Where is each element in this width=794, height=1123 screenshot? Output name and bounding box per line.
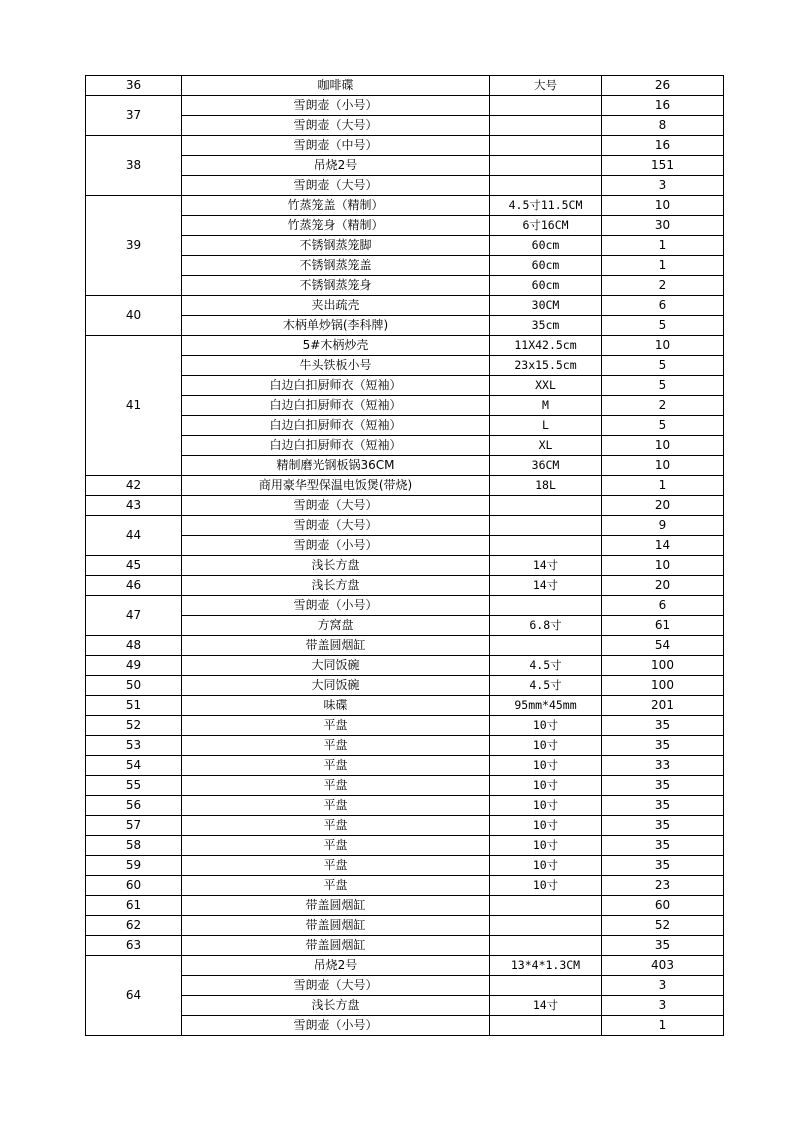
item-spec-cell [490, 496, 602, 516]
item-qty-cell: 16 [602, 136, 724, 156]
item-spec-cell: 10寸 [490, 876, 602, 896]
item-spec-cell [490, 636, 602, 656]
item-name-cell: 夹出疏壳 [182, 296, 490, 316]
item-name-cell: 雪朗壶（小号） [182, 96, 490, 116]
table-row [86, 596, 724, 616]
item-qty-cell: 35 [602, 736, 724, 756]
table-row [86, 1016, 724, 1036]
item-name-cell: 平盘 [182, 876, 490, 896]
item-name-cell: 竹蒸笼身（精制） [182, 216, 490, 236]
item-name-cell: 白边白扣厨师衣（短袖） [182, 416, 490, 436]
item-qty-cell: 20 [602, 576, 724, 596]
table-row [86, 456, 724, 476]
item-qty-cell: 10 [602, 436, 724, 456]
item-spec-cell [490, 536, 602, 556]
table-row [86, 116, 724, 136]
item-spec-cell: 10寸 [490, 716, 602, 736]
item-spec-cell: 6寸16CM [490, 216, 602, 236]
item-name-cell: 雪朗壶（大号） [182, 976, 490, 996]
table-row [86, 516, 724, 536]
item-qty-cell: 60 [602, 896, 724, 916]
table-row [86, 276, 724, 296]
table-row [86, 356, 724, 376]
item-number-cell: 52 [86, 716, 182, 736]
table-row [86, 436, 724, 456]
item-spec-cell [490, 516, 602, 536]
item-spec-cell: 35cm [490, 316, 602, 336]
item-qty-cell: 35 [602, 936, 724, 956]
table-row [86, 576, 724, 596]
item-number-cell: 63 [86, 936, 182, 956]
item-name-cell: 木柄单炒锅(李科牌) [182, 316, 490, 336]
item-qty-cell: 8 [602, 116, 724, 136]
item-name-cell: 味碟 [182, 696, 490, 716]
item-spec-cell: 4.5寸 [490, 656, 602, 676]
item-name-cell: 带盖圆烟缸 [182, 636, 490, 656]
item-spec-cell: 10寸 [490, 796, 602, 816]
item-spec-cell [490, 96, 602, 116]
table-row [86, 336, 724, 356]
item-number-cell: 43 [86, 496, 182, 516]
item-spec-cell: 14寸 [490, 996, 602, 1016]
item-name-cell: 大同饭碗 [182, 676, 490, 696]
item-name-cell: 吊烧2号 [182, 156, 490, 176]
table-row [86, 396, 724, 416]
item-name-cell: 雪朗壶（中号） [182, 136, 490, 156]
item-spec-cell: XL [490, 436, 602, 456]
table-row [86, 196, 724, 216]
item-qty-cell: 2 [602, 276, 724, 296]
item-name-cell: 5#木柄炒壳 [182, 336, 490, 356]
item-name-cell: 平盘 [182, 756, 490, 776]
item-name-cell: 大同饭碗 [182, 656, 490, 676]
item-number-cell: 36 [86, 76, 182, 96]
table-row [86, 876, 724, 896]
table-row [86, 676, 724, 696]
item-name-cell: 平盘 [182, 776, 490, 796]
item-number-cell: 61 [86, 896, 182, 916]
table-row [86, 156, 724, 176]
item-number-cell: 53 [86, 736, 182, 756]
item-name-cell: 带盖圆烟缸 [182, 916, 490, 936]
item-name-cell: 雪朗壶（大号） [182, 516, 490, 536]
item-name-cell: 雪朗壶（大号） [182, 116, 490, 136]
table-row [86, 776, 724, 796]
item-number-cell: 51 [86, 696, 182, 716]
table-row [86, 76, 724, 96]
item-qty-cell: 23 [602, 876, 724, 896]
item-name-cell: 平盘 [182, 836, 490, 856]
item-number-cell: 40 [86, 296, 182, 336]
table-row [86, 476, 724, 496]
item-spec-cell [490, 116, 602, 136]
item-name-cell: 白边白扣厨师衣（短袖） [182, 376, 490, 396]
table-row [86, 136, 724, 156]
item-qty-cell: 3 [602, 996, 724, 1016]
table-row [86, 756, 724, 776]
table-row [86, 656, 724, 676]
table-row [86, 796, 724, 816]
item-name-cell: 雪朗壶（小号） [182, 596, 490, 616]
item-qty-cell: 403 [602, 956, 724, 976]
table-row [86, 996, 724, 1016]
table-row [86, 896, 724, 916]
item-name-cell: 带盖圆烟缸 [182, 896, 490, 916]
item-qty-cell: 35 [602, 856, 724, 876]
item-number-cell: 49 [86, 656, 182, 676]
item-spec-cell: 60cm [490, 276, 602, 296]
item-number-cell: 57 [86, 816, 182, 836]
item-number-cell: 58 [86, 836, 182, 856]
table-row [86, 936, 724, 956]
item-number-cell: 56 [86, 796, 182, 816]
item-qty-cell: 20 [602, 496, 724, 516]
item-number-cell: 44 [86, 516, 182, 556]
item-spec-cell [490, 976, 602, 996]
table-row [86, 976, 724, 996]
item-qty-cell: 1 [602, 236, 724, 256]
item-qty-cell: 1 [602, 256, 724, 276]
item-number-cell: 54 [86, 756, 182, 776]
item-qty-cell: 3 [602, 976, 724, 996]
item-name-cell: 竹蒸笼盖（精制） [182, 196, 490, 216]
item-qty-cell: 100 [602, 676, 724, 696]
item-number-cell: 46 [86, 576, 182, 596]
item-name-cell: 雪朗壶（小号） [182, 1016, 490, 1036]
item-qty-cell: 61 [602, 616, 724, 636]
table-row [86, 176, 724, 196]
table-row [86, 216, 724, 236]
item-qty-cell: 5 [602, 356, 724, 376]
item-name-cell: 雪朗壶（小号） [182, 536, 490, 556]
table-row [86, 556, 724, 576]
item-name-cell: 浅长方盘 [182, 576, 490, 596]
item-spec-cell [490, 176, 602, 196]
item-qty-cell: 6 [602, 296, 724, 316]
item-number-cell: 59 [86, 856, 182, 876]
item-qty-cell: 1 [602, 1016, 724, 1036]
item-spec-cell [490, 136, 602, 156]
item-spec-cell: 11X42.5cm [490, 336, 602, 356]
item-name-cell: 浅长方盘 [182, 996, 490, 1016]
table-row [86, 736, 724, 756]
table-row [86, 96, 724, 116]
item-number-cell: 42 [86, 476, 182, 496]
item-qty-cell: 52 [602, 916, 724, 936]
item-qty-cell: 35 [602, 776, 724, 796]
item-name-cell: 商用豪华型保温电饭煲(带烧) [182, 476, 490, 496]
item-qty-cell: 201 [602, 696, 724, 716]
item-spec-cell [490, 156, 602, 176]
item-spec-cell [490, 916, 602, 936]
item-spec-cell: 36CM [490, 456, 602, 476]
item-number-cell: 41 [86, 336, 182, 476]
item-spec-cell: 10寸 [490, 816, 602, 836]
item-qty-cell: 1 [602, 476, 724, 496]
item-spec-cell: 60cm [490, 236, 602, 256]
item-qty-cell: 3 [602, 176, 724, 196]
item-number-cell: 45 [86, 556, 182, 576]
table-row [86, 856, 724, 876]
item-spec-cell: 18L [490, 476, 602, 496]
table-row [86, 496, 724, 516]
item-qty-cell: 151 [602, 156, 724, 176]
item-name-cell: 雪朗壶（大号） [182, 176, 490, 196]
item-spec-cell: 4.5寸 [490, 676, 602, 696]
item-qty-cell: 16 [602, 96, 724, 116]
item-spec-cell [490, 1016, 602, 1036]
item-number-cell: 39 [86, 196, 182, 296]
item-qty-cell: 35 [602, 836, 724, 856]
item-qty-cell: 10 [602, 196, 724, 216]
item-spec-cell: 6.8寸 [490, 616, 602, 636]
table-row [86, 236, 724, 256]
table-row [86, 716, 724, 736]
item-spec-cell: 大号 [490, 76, 602, 96]
table-row [86, 256, 724, 276]
item-qty-cell: 2 [602, 396, 724, 416]
item-spec-cell: 10寸 [490, 856, 602, 876]
table-row [86, 916, 724, 936]
item-number-cell: 47 [86, 596, 182, 636]
item-qty-cell: 14 [602, 536, 724, 556]
item-number-cell: 55 [86, 776, 182, 796]
item-spec-cell: M [490, 396, 602, 416]
item-spec-cell: L [490, 416, 602, 436]
inventory-table [85, 75, 724, 1036]
item-name-cell: 白边白扣厨师衣（短袖） [182, 396, 490, 416]
table-row [86, 956, 724, 976]
item-number-cell: 64 [86, 956, 182, 1036]
item-spec-cell: 4.5寸11.5CM [490, 196, 602, 216]
item-qty-cell: 10 [602, 556, 724, 576]
item-spec-cell: 60cm [490, 256, 602, 276]
item-qty-cell: 100 [602, 656, 724, 676]
item-qty-cell: 54 [602, 636, 724, 656]
item-name-cell: 白边白扣厨师衣（短袖） [182, 436, 490, 456]
item-spec-cell: 10寸 [490, 776, 602, 796]
item-qty-cell: 33 [602, 756, 724, 776]
item-name-cell: 平盘 [182, 856, 490, 876]
item-name-cell: 吊烧2号 [182, 956, 490, 976]
item-number-cell: 62 [86, 916, 182, 936]
item-spec-cell: 10寸 [490, 836, 602, 856]
item-qty-cell: 6 [602, 596, 724, 616]
table-row [86, 836, 724, 856]
table-row [86, 616, 724, 636]
item-spec-cell: 30CM [490, 296, 602, 316]
table-row [86, 536, 724, 556]
item-name-cell: 平盘 [182, 736, 490, 756]
item-qty-cell: 5 [602, 316, 724, 336]
item-spec-cell: 14寸 [490, 576, 602, 596]
item-name-cell: 方窝盘 [182, 616, 490, 636]
item-name-cell: 牛头铁板小号 [182, 356, 490, 376]
item-number-cell: 48 [86, 636, 182, 656]
item-qty-cell: 5 [602, 416, 724, 436]
item-qty-cell: 35 [602, 796, 724, 816]
item-name-cell: 浅长方盘 [182, 556, 490, 576]
table-row [86, 296, 724, 316]
table-row [86, 316, 724, 336]
item-qty-cell: 35 [602, 816, 724, 836]
item-qty-cell: 10 [602, 456, 724, 476]
item-number-cell: 50 [86, 676, 182, 696]
item-name-cell: 平盘 [182, 816, 490, 836]
item-name-cell: 平盘 [182, 796, 490, 816]
item-qty-cell: 5 [602, 376, 724, 396]
table-row [86, 696, 724, 716]
item-name-cell: 带盖圆烟缸 [182, 936, 490, 956]
item-number-cell: 37 [86, 96, 182, 136]
item-name-cell: 精制磨光钢板锅36CM [182, 456, 490, 476]
item-name-cell: 不锈钢蒸笼盖 [182, 256, 490, 276]
item-name-cell: 不锈钢蒸笼身 [182, 276, 490, 296]
item-spec-cell: 95mm*45mm [490, 696, 602, 716]
item-spec-cell: XXL [490, 376, 602, 396]
item-qty-cell: 26 [602, 76, 724, 96]
item-spec-cell: 23x15.5cm [490, 356, 602, 376]
item-spec-cell: 13*4*1.3CM [490, 956, 602, 976]
item-name-cell: 雪朗壶（大号） [182, 496, 490, 516]
item-qty-cell: 9 [602, 516, 724, 536]
table-row [86, 636, 724, 656]
table-row [86, 376, 724, 396]
item-name-cell: 平盘 [182, 716, 490, 736]
item-name-cell: 咖啡碟 [182, 76, 490, 96]
item-qty-cell: 35 [602, 716, 724, 736]
item-spec-cell [490, 896, 602, 916]
item-name-cell: 不锈钢蒸笼脚 [182, 236, 490, 256]
item-qty-cell: 10 [602, 336, 724, 356]
item-spec-cell [490, 936, 602, 956]
item-number-cell: 38 [86, 136, 182, 196]
item-qty-cell: 30 [602, 216, 724, 236]
item-spec-cell: 10寸 [490, 756, 602, 776]
item-spec-cell [490, 596, 602, 616]
item-number-cell: 60 [86, 876, 182, 896]
item-spec-cell: 14寸 [490, 556, 602, 576]
table-row [86, 416, 724, 436]
table-row [86, 816, 724, 836]
item-spec-cell: 10寸 [490, 736, 602, 756]
inventory-table-body [86, 76, 724, 1036]
